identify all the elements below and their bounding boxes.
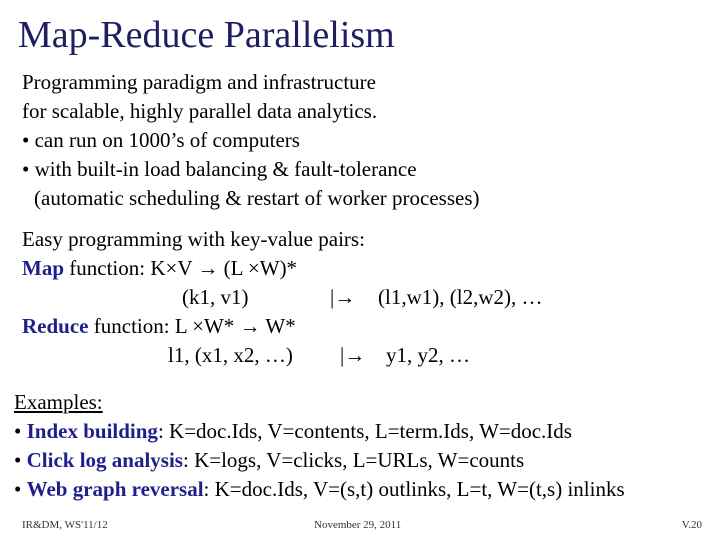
map-example-input: (k1, v1) <box>182 285 249 309</box>
slide-title: Map-Reduce Parallelism <box>18 14 395 56</box>
reduce-example <box>22 341 470 370</box>
example-item: • Web graph reversal: K=doc.Ids, V=(s,t) outlinks, L=t, W=(t,s) inlinks <box>14 477 625 501</box>
map-example-output: (l1,w1), (l2,w2), … <box>378 285 543 309</box>
footer-course: IR&DM, WS'11/12 <box>22 519 108 531</box>
intro-block <box>22 68 480 213</box>
example-label: Web graph reversal <box>26 477 204 501</box>
example-label: Index building <box>26 419 158 443</box>
intro-line-2: for scalable, highly parallel data analytics. <box>22 99 378 123</box>
example-label: Click log analysis <box>26 448 183 472</box>
reduce-example-input: l1, (x1, x2, …) <box>168 343 293 367</box>
footer-date: November 29, 2011 <box>314 519 402 531</box>
reduce-label: Reduce <box>22 314 89 338</box>
intro-bullet-1: • can run on 1000’s of computers <box>22 128 300 152</box>
map-label: Map <box>22 256 64 280</box>
reduce-signature: function: L ×W* → W* <box>88 314 296 338</box>
example-item: • Click log analysis: K=logs, V=clicks, L=URLs, W=counts <box>14 448 525 472</box>
programming-heading: Easy programming with key-value pairs: <box>22 227 365 251</box>
example-text: : K=doc.Ids, V=(s,t) outlinks, L=t, W=(t,s) inlinks <box>203 477 625 501</box>
programming-block <box>22 225 543 370</box>
reduce-definition <box>22 312 365 341</box>
example-text: : K=logs, V=clicks, L=URLs, W=counts <box>182 448 525 472</box>
map-definition <box>22 254 365 283</box>
intro-bullet-2: • with built-in load balancing & fault-tolerance <box>22 157 417 181</box>
example-text: : K=doc.Ids, V=contents, L=term.Ids, W=doc.Ids <box>157 419 572 443</box>
map-example <box>22 283 543 312</box>
footer-slide-number: V.20 <box>681 519 702 531</box>
intro-bullet-2-continuation: (automatic scheduling & restart of worker processes) <box>34 186 480 210</box>
intro-line-1: Programming paradigm and infrastructure <box>22 70 376 94</box>
map-signature: function: K×V → (L ×W)* <box>64 256 298 280</box>
reduce-example-arrow: |→ <box>340 343 366 367</box>
map-example-arrow: |→ <box>330 285 356 309</box>
example-item: • Index building: K=doc.Ids, V=contents, L=term.Ids, W=doc.Ids <box>14 419 572 443</box>
examples-block <box>14 388 625 504</box>
reduce-example-output: y1, y2, … <box>386 343 470 367</box>
examples-heading: Examples: <box>14 390 103 414</box>
